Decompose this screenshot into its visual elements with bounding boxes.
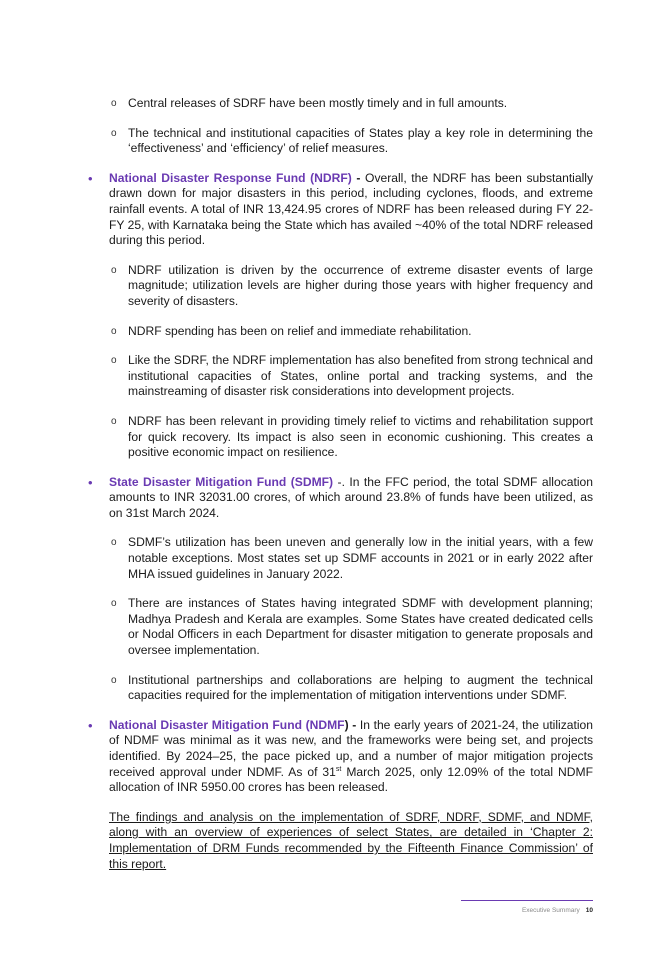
sub-bullet <box>88 126 593 157</box>
ndmf-bullet <box>88 718 593 796</box>
ndrf-body: Overall, the NDRF has been substantially drawn down for major disasters in this period, including cyclones, floods, and extreme rainfall events. A total of INR 13,424.95 crores of NDRF has been released during FY 22- FY 25, with Karnataka being the State which has availed ~40% of the total NDRF released during this period. <box>109 170 594 248</box>
sub-bullet-text: NDRF has been relevant in providing timely relief to victims and rehabilitation support for quick recovery. Its impact is also seen in economic cushioning. This creates a positive economic impact on resilience. <box>128 413 593 460</box>
hollow-bullet-icon: o <box>111 127 117 139</box>
sub-bullet-text: NDRF spending has been on relief and immediate rehabilitation. <box>128 323 472 338</box>
sub-bullet-text: The technical and institutional capacities of States play a key role in determining the ‘effectiveness’ and ‘efficiency’ of relief measures. <box>128 125 593 156</box>
bullet-dot-icon: • <box>88 474 93 490</box>
sub-bullet <box>88 353 593 400</box>
hollow-bullet-icon: o <box>111 598 117 610</box>
hollow-bullet-icon: o <box>111 325 117 337</box>
sub-bullet <box>88 414 593 461</box>
sub-bullet <box>88 263 593 310</box>
ndrf-bullet <box>88 171 593 249</box>
page-footer <box>522 907 593 914</box>
ndmf-body-end: March 2025, only 12.09% of the total NDMF allocation of INR 5950.00 crores has been released. <box>109 764 593 795</box>
sub-bullet <box>88 673 593 704</box>
hollow-bullet-icon: o <box>111 264 117 276</box>
sub-bullet <box>88 96 593 112</box>
footer-section-label: Executive Summary <box>521 907 580 914</box>
page-number: 10 <box>585 907 593 914</box>
conclusion-paragraph: The findings and analysis on the implementation of SDRF, NDRF, SDMF, and NDMF, along with an overview of experiences of select States, are detailed in ‘Chapter 2: Implementation of DRM Funds recommended by the Fifteenth Finance Commission’ of this report. <box>109 809 593 871</box>
sub-bullet-text: NDRF utilization is driven by the occurrence of extreme disaster events of large magnitude; utilization levels are higher during those years with higher frequency and severity of disasters. <box>128 262 593 308</box>
sdmf-bullet <box>88 475 593 522</box>
hollow-bullet-icon: o <box>111 98 117 109</box>
ndmf-heading: National Disaster Mitigation Fund (NDMF <box>109 717 345 732</box>
sub-bullet-text: Like the SDRF, the NDRF implementation has also benefited from strong technical and institutional capacities of States, online portal and tracking systems, and the mainstreaming of disaster risk considerations into development projects. <box>128 353 593 399</box>
sdmf-body: . In the FFC period, the total SDMF allocation amounts to INR 32031.00 crores, of which around 23.8% of funds have been utilized, as on 31st March 2024. <box>109 474 593 520</box>
sub-bullet-text: Central releases of SDRF have been mostly timely and in full amounts. <box>128 96 508 110</box>
heading-separator: - <box>333 474 342 489</box>
sdmf-heading: State Disaster Mitigation Fund (SDMF) <box>109 474 334 489</box>
hollow-bullet-icon: o <box>111 537 117 549</box>
bullet-dot-icon: • <box>88 170 93 186</box>
heading-separator: - <box>351 170 366 185</box>
heading-separator: ) - <box>344 717 360 732</box>
sub-bullet <box>88 535 593 582</box>
sub-bullet-text: There are instances of States having integrated SDMF with development planning; Madhya Pradesh and Kerala are examples. Some States have created dedicated cells or Nodal Officers in each Department for disaster mitigation to generate proposals and oversee implementation. <box>128 596 593 658</box>
sub-bullet-text: SDMF’s utilization has been uneven and generally low in the initial years, with a few notable exceptions. Most states set up SDMF accounts in 2021 or in early 2022 after MHA issued guidelines in January 2022. <box>128 535 593 581</box>
hollow-bullet-icon: o <box>111 674 117 686</box>
hollow-bullet-icon: o <box>111 355 117 367</box>
bullet-dot-icon: • <box>88 717 93 733</box>
date-superscript: st <box>335 765 342 773</box>
ndrf-heading: National Disaster Response Fund (NDRF) <box>109 170 352 185</box>
sub-bullet <box>88 324 593 340</box>
hollow-bullet-icon: o <box>111 415 117 427</box>
page-content <box>88 96 593 872</box>
footer-divider <box>461 900 593 901</box>
sub-bullet-text: Institutional partnerships and collaborations are helping to augment the technical capacities required for the implementation of mitigation interventions under SDMF. <box>128 672 593 703</box>
sub-bullet <box>88 596 593 658</box>
ndmf-body: In the early years of 2021-24, the utilization of NDMF was minimal as it was new, and the frameworks were being set, and projects identified. By 2024–25, the pace picked up, and a number of major mitigation projects received approval under NDMF. As of 31 <box>109 717 594 779</box>
